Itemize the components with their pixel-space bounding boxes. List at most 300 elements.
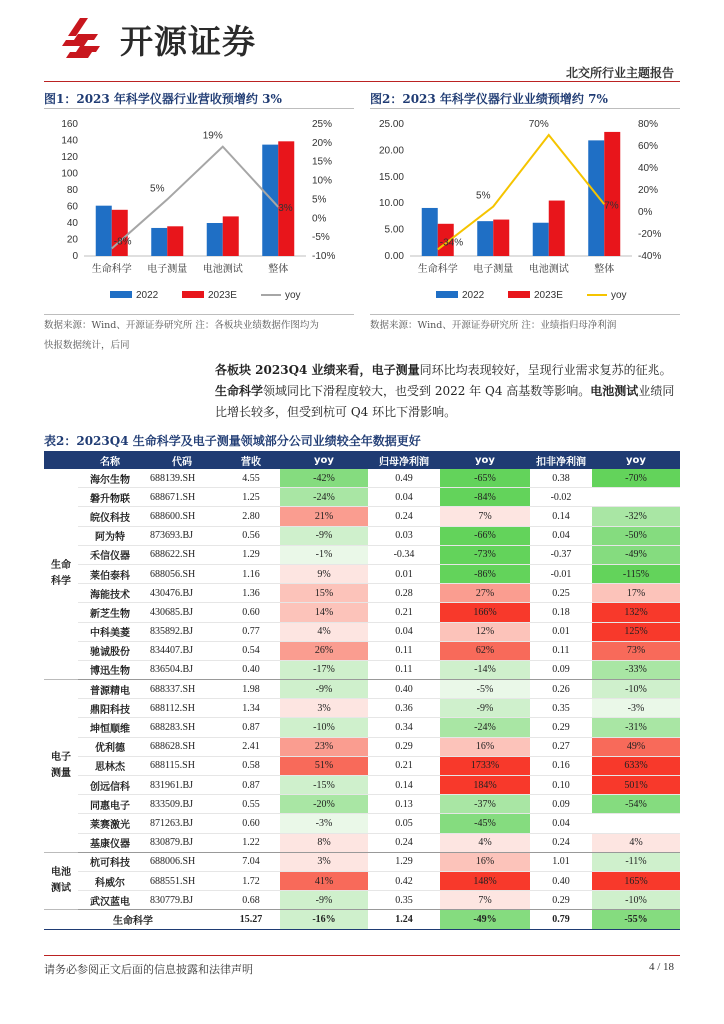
yoy-cell: 125%: [592, 622, 680, 641]
bar-2023E-3: [278, 141, 294, 256]
value-cell: 0.38: [530, 469, 592, 488]
y-tick-label: 60: [66, 201, 78, 213]
yoy-cell: 184%: [440, 776, 530, 795]
figure2-title: 图2：2023 年科学仪器行业业绩预增约 7%: [370, 92, 608, 106]
y2-tick-label: -20%: [638, 229, 662, 240]
data-label: 5%: [150, 183, 165, 195]
stock-code: 688671.SH: [142, 488, 222, 507]
para-text-2: 同环比均表现较好，呈现行业需求复苏的征兆。: [419, 363, 672, 377]
company-name: 海能技术: [78, 584, 142, 603]
para-bold-life: 生命科学: [215, 384, 264, 398]
y-tick-label: 0.00: [384, 251, 404, 262]
figure1-source-line2: 快报数据统计，后同: [44, 340, 130, 351]
table-row: [44, 641, 680, 660]
yoy-cell: -17%: [280, 660, 368, 679]
y-tick-label: 100: [61, 168, 78, 180]
stock-code: 688283.SH: [142, 718, 222, 737]
stock-code: 430476.BJ: [142, 584, 222, 603]
yoy-cell: -10%: [592, 891, 680, 910]
bar-2023E-2: [223, 216, 239, 256]
value-cell: 1.29: [222, 545, 280, 564]
figure2-title-rule: [370, 108, 680, 109]
table-row: [44, 718, 680, 737]
yoy-cell: -9%: [280, 891, 368, 910]
yoy-cell: 15%: [280, 584, 368, 603]
yoy-cell: 4%: [280, 622, 368, 641]
table-row: [44, 814, 680, 833]
value-cell: 0.09: [530, 660, 592, 679]
data-label: 5%: [476, 190, 491, 202]
yoy-line: [438, 135, 605, 249]
company-name: 中科美菱: [78, 622, 142, 641]
value-cell: 0.54: [222, 641, 280, 660]
y2-tick-label: 5%: [312, 194, 327, 206]
value-cell: 0.13: [368, 795, 440, 814]
value-cell: 2.41: [222, 737, 280, 756]
stock-code: 688139.SH: [142, 469, 222, 488]
yoy-cell: -31%: [592, 718, 680, 737]
group-label: 生命 科学: [44, 469, 78, 680]
x-tick-label: 整体: [594, 264, 615, 275]
company-name: 普源精电: [78, 680, 142, 699]
company-name: 科威尔: [78, 871, 142, 890]
value-cell: 1.98: [222, 680, 280, 699]
yoy-cell: -3%: [592, 699, 680, 718]
x-tick-label: 生命科学: [417, 264, 458, 275]
figure2-bottom-rule: [370, 314, 680, 315]
company-name: 莱赛激光: [78, 814, 142, 833]
company-name: 同惠电子: [78, 795, 142, 814]
yoy-cell: -66%: [440, 526, 530, 545]
value-cell: 0.55: [222, 795, 280, 814]
legend-swatch-2022: [110, 291, 132, 298]
value-cell: 1.34: [222, 699, 280, 718]
y2-tick-label: 20%: [312, 137, 333, 149]
y-tick-label: 10.00: [378, 198, 404, 210]
yoy-cell: -3%: [280, 814, 368, 833]
para-bold-battery: 电池测试: [590, 384, 639, 398]
stock-code: 688115.SH: [142, 756, 222, 775]
x-tick-label: 电子测量: [147, 264, 188, 275]
bar-2022-2: [207, 223, 223, 256]
value-cell: 0.35: [368, 891, 440, 910]
yoy-cell: -49%: [592, 545, 680, 564]
company-performance-table: [44, 451, 680, 930]
bar-2022-0: [96, 206, 112, 256]
total-yoy-cell: -55%: [592, 910, 680, 929]
yoy-cell: 21%: [280, 507, 368, 526]
legend-label: 2022: [462, 290, 485, 301]
column-header: 营收: [222, 451, 280, 469]
value-cell: 0.04: [368, 488, 440, 507]
value-cell: -0.02: [530, 488, 592, 507]
bar-2022-3: [262, 145, 278, 256]
chart-profit: [370, 112, 684, 312]
yoy-cell: 12%: [440, 622, 530, 641]
value-cell: 0.29: [530, 891, 592, 910]
value-cell: 0.24: [368, 507, 440, 526]
column-header: yoy: [440, 451, 530, 469]
stock-code: 831961.BJ: [142, 776, 222, 795]
bar-2022-3: [588, 140, 604, 256]
table-row: [44, 871, 680, 890]
x-tick-label: 生命科学: [91, 264, 132, 275]
value-cell: 0.24: [368, 833, 440, 852]
yoy-cell: 7%: [440, 507, 530, 526]
value-cell: 0.11: [530, 641, 592, 660]
value-cell: -0.01: [530, 564, 592, 583]
table-total-row: [44, 910, 680, 929]
y-tick-label: 25.00: [378, 119, 404, 130]
total-value-cell: 15.27: [222, 910, 280, 929]
data-label: 3%: [278, 202, 293, 214]
group-label: 电子 测量: [44, 680, 78, 853]
bar-2022-1: [151, 228, 167, 256]
value-cell: 1.16: [222, 564, 280, 583]
yoy-cell: 62%: [440, 641, 530, 660]
value-cell: 0.27: [530, 737, 592, 756]
footer-disclaimer: 请务必参阅正文后面的信息披露和法律声明: [44, 963, 253, 976]
yoy-cell: -115%: [592, 564, 680, 583]
column-header: yoy: [280, 451, 368, 469]
value-cell: 0.10: [530, 776, 592, 795]
yoy-cell: 23%: [280, 737, 368, 756]
para-text-4: 业绩同比增长较多，但受到杭可 Q4 环比下滑影响。: [215, 384, 675, 419]
table-row: [44, 833, 680, 852]
company-name: 基康仪器: [78, 833, 142, 852]
value-cell: 0.35: [530, 699, 592, 718]
y-tick-label: 0: [72, 251, 78, 262]
value-cell: 0.04: [368, 622, 440, 641]
stock-code: 688622.SH: [142, 545, 222, 564]
value-cell: 1.22: [222, 833, 280, 852]
company-name: 思林杰: [78, 756, 142, 775]
x-tick-label: 电子测量: [473, 264, 514, 275]
value-cell: -0.37: [530, 545, 592, 564]
company-name: 海尔生物: [78, 469, 142, 488]
logo-text: 开源证券: [120, 22, 256, 61]
y-tick-label: 120: [61, 152, 78, 163]
total-value-cell: 0.79: [530, 910, 592, 929]
table-row: [44, 795, 680, 814]
value-cell: 0.05: [368, 814, 440, 833]
y2-tick-label: 0%: [312, 213, 327, 225]
value-cell: 0.29: [368, 737, 440, 756]
value-cell: 0.42: [368, 871, 440, 890]
yoy-cell: 501%: [592, 776, 680, 795]
company-name: 鼎阳科技: [78, 699, 142, 718]
value-cell: 0.14: [368, 776, 440, 795]
y2-tick-label: 80%: [638, 119, 659, 130]
value-cell: 0.58: [222, 756, 280, 775]
yoy-cell: -9%: [440, 699, 530, 718]
yoy-cell: 7%: [440, 891, 530, 910]
y2-tick-label: -5%: [312, 232, 330, 244]
yoy-cell: -45%: [440, 814, 530, 833]
bar-2022-2: [533, 223, 549, 256]
y2-tick-label: 0%: [638, 207, 653, 218]
stock-code: 836504.BJ: [142, 660, 222, 679]
company-name: 禾信仪器: [78, 545, 142, 564]
yoy-cell: 1733%: [440, 756, 530, 775]
yoy-cell: 3%: [280, 699, 368, 718]
table-row: [44, 564, 680, 583]
yoy-cell: 26%: [280, 641, 368, 660]
yoy-cell: -37%: [440, 795, 530, 814]
bar-2022-1: [477, 221, 493, 256]
report-type-label: 北交所行业主题报告: [565, 66, 674, 80]
yoy-cell: -14%: [440, 660, 530, 679]
yoy-cell: -70%: [592, 469, 680, 488]
company-name: 创远信科: [78, 776, 142, 795]
company-name: 磐升物联: [78, 488, 142, 507]
column-header: [44, 451, 78, 469]
yoy-cell: 16%: [440, 852, 530, 871]
value-cell: 1.01: [530, 852, 592, 871]
table-row: [44, 680, 680, 699]
yoy-cell: 8%: [280, 833, 368, 852]
total-label: 生命科学: [44, 910, 222, 929]
bar-2023E-3: [604, 132, 620, 256]
table-row: [44, 660, 680, 679]
data-label: -8%: [113, 236, 132, 248]
table-row: [44, 852, 680, 871]
bar-2023E-1: [167, 226, 183, 256]
stock-code: 833509.BJ: [142, 795, 222, 814]
yoy-cell: -1%: [280, 545, 368, 564]
value-cell: 0.60: [222, 814, 280, 833]
data-label: 70%: [528, 119, 549, 130]
figure1-source-note: [44, 316, 364, 356]
legend-swatch-2023E: [182, 291, 204, 298]
value-cell: 0.26: [530, 680, 592, 699]
value-cell: 0.34: [368, 718, 440, 737]
table-row: [44, 526, 680, 545]
value-cell: 0.04: [530, 814, 592, 833]
page-number: 4 / 18: [648, 961, 674, 973]
company-name: 杭可科技: [78, 852, 142, 871]
yoy-cell: -33%: [592, 660, 680, 679]
company-name: 驰诚股份: [78, 641, 142, 660]
legend-swatch-2022: [436, 291, 458, 298]
value-cell: 0.11: [368, 641, 440, 660]
para-text-3: 领域同比下滑程度较大，也受到 2022 年 Q4 高基数等影响。: [263, 384, 591, 398]
column-header: 归母净利润: [368, 451, 440, 469]
table-row: [44, 603, 680, 622]
legend-label: 2022: [136, 290, 159, 301]
value-cell: 1.36: [222, 584, 280, 603]
footer-divider: [44, 955, 680, 956]
value-cell: 0.21: [368, 756, 440, 775]
company-name: 皖仪科技: [78, 507, 142, 526]
yoy-line: [112, 147, 279, 249]
bar-2022-0: [422, 208, 438, 256]
value-cell: 0.40: [222, 660, 280, 679]
value-cell: 0.09: [530, 795, 592, 814]
yoy-cell: 41%: [280, 871, 368, 890]
y2-tick-label: 40%: [638, 163, 659, 174]
value-cell: 4.55: [222, 469, 280, 488]
x-tick-label: 整体: [268, 264, 289, 275]
bar-2023E-2: [549, 201, 565, 256]
column-header: 扣非净利润: [530, 451, 592, 469]
value-cell: 0.40: [368, 680, 440, 699]
yoy-cell: 51%: [280, 756, 368, 775]
yoy-cell: 4%: [592, 833, 680, 852]
value-cell: 0.11: [368, 660, 440, 679]
header-divider: [44, 81, 680, 82]
figure1-title-rule: [44, 108, 354, 109]
column-header: yoy: [592, 451, 680, 469]
yoy-cell: -73%: [440, 545, 530, 564]
yoy-cell: -9%: [280, 526, 368, 545]
y-tick-label: 20: [66, 234, 78, 246]
value-cell: 0.18: [530, 603, 592, 622]
bar-2023E-1: [493, 220, 509, 256]
value-cell: 0.01: [368, 564, 440, 583]
column-header: 代码: [142, 451, 222, 469]
yoy-cell: 132%: [592, 603, 680, 622]
yoy-cell: -10%: [280, 718, 368, 737]
y-tick-label: 20.00: [378, 145, 404, 157]
figure1-bottom-rule: [44, 314, 354, 315]
table-row: [44, 488, 680, 507]
legend-label: yoy: [611, 290, 627, 301]
value-cell: 0.28: [368, 584, 440, 603]
y-tick-label: 160: [61, 119, 78, 130]
value-cell: 0.60: [222, 603, 280, 622]
y2-tick-label: 20%: [638, 185, 659, 196]
y-tick-label: 40: [66, 218, 78, 229]
figure1-source-line1: 数据来源：Wind、开源证券研究所 注：各板块业绩数据作图均为: [44, 320, 319, 331]
yoy-cell: 4%: [440, 833, 530, 852]
value-cell: 0.68: [222, 891, 280, 910]
figure1-title: 图1：2023 年科学仪器行业营收预增约 3%: [44, 92, 282, 106]
yoy-cell: -65%: [440, 469, 530, 488]
stock-code: 830779.BJ: [142, 891, 222, 910]
company-name: 坤恒顺维: [78, 718, 142, 737]
stock-code: 688006.SH: [142, 852, 222, 871]
yoy-cell: -5%: [440, 680, 530, 699]
yoy-cell: -9%: [280, 680, 368, 699]
company-name: 博迅生物: [78, 660, 142, 679]
yoy-cell: -54%: [592, 795, 680, 814]
y-tick-label: 80: [66, 185, 78, 196]
value-cell: 0.25: [530, 584, 592, 603]
y-tick-label: 140: [61, 135, 78, 147]
stock-code: 688628.SH: [142, 737, 222, 756]
y2-tick-label: 60%: [638, 141, 659, 152]
company-name: 优利德: [78, 737, 142, 756]
table-row: [44, 507, 680, 526]
value-cell: -0.34: [368, 545, 440, 564]
company-name: 阿为特: [78, 526, 142, 545]
y2-tick-label: 15%: [312, 156, 333, 168]
legend-swatch-2023E: [508, 291, 530, 298]
table-row: [44, 756, 680, 775]
company-name: 武汉蓝电: [78, 891, 142, 910]
value-cell: 0.16: [530, 756, 592, 775]
stock-code: 688056.SH: [142, 564, 222, 583]
para-bold-electronic: 电子测量: [371, 363, 420, 377]
yoy-cell: 3%: [280, 852, 368, 871]
yoy-cell: -24%: [440, 718, 530, 737]
bar-2023E-0: [112, 210, 128, 256]
value-cell: 0.77: [222, 622, 280, 641]
legend-label: 2023E: [208, 290, 237, 301]
table-header-row: [44, 451, 680, 469]
stock-code: 873693.BJ: [142, 526, 222, 545]
data-label: -34%: [439, 237, 464, 249]
yoy-cell: 27%: [440, 584, 530, 603]
stock-code: 688112.SH: [142, 699, 222, 718]
x-tick-label: 电池测试: [202, 264, 243, 275]
value-cell: 0.36: [368, 699, 440, 718]
stock-code: 835892.BJ: [142, 622, 222, 641]
stock-code: 688600.SH: [142, 507, 222, 526]
value-cell: 0.49: [368, 469, 440, 488]
yoy-cell: 148%: [440, 871, 530, 890]
stock-code: 871263.BJ: [142, 814, 222, 833]
y2-tick-label: -10%: [312, 251, 336, 262]
value-cell: 0.24: [530, 833, 592, 852]
table-row: [44, 622, 680, 641]
x-tick-label: 电池测试: [528, 264, 569, 275]
para-lead: 各板块 2023Q4 业绩来看，: [215, 363, 372, 377]
yoy-cell: -24%: [280, 488, 368, 507]
total-value-cell: 1.24: [368, 910, 440, 929]
value-cell: 0.87: [222, 776, 280, 795]
value-cell: 0.87: [222, 718, 280, 737]
yoy-cell: -42%: [280, 469, 368, 488]
value-cell: 1.29: [368, 852, 440, 871]
value-cell: 0.40: [530, 871, 592, 890]
value-cell: 0.21: [368, 603, 440, 622]
total-yoy-cell: -49%: [440, 910, 530, 929]
yoy-cell: 633%: [592, 756, 680, 775]
value-cell: 0.03: [368, 526, 440, 545]
table-row: [44, 699, 680, 718]
table-row: [44, 584, 680, 603]
company-name: 新芝生物: [78, 603, 142, 622]
y2-tick-label: 10%: [312, 175, 333, 187]
data-label: 19%: [202, 130, 223, 142]
body-paragraph: [215, 360, 679, 423]
value-cell: 0.04: [530, 526, 592, 545]
table-row: [44, 545, 680, 564]
yoy-cell: 17%: [592, 584, 680, 603]
yoy-cell: -20%: [280, 795, 368, 814]
chart-revenue: [44, 112, 358, 312]
table-row: [44, 469, 680, 488]
value-cell: 1.72: [222, 871, 280, 890]
yoy-cell: 73%: [592, 641, 680, 660]
value-cell: 0.14: [530, 507, 592, 526]
value-cell: 0.56: [222, 526, 280, 545]
total-yoy-cell: -16%: [280, 910, 368, 929]
yoy-cell: 9%: [280, 564, 368, 583]
legend-label: 2023E: [534, 290, 563, 301]
yoy-cell: -32%: [592, 507, 680, 526]
column-header: 名称: [78, 451, 142, 469]
table-row: [44, 776, 680, 795]
y-tick-label: 15.00: [378, 171, 404, 183]
yoy-cell: -11%: [592, 852, 680, 871]
y2-tick-label: -40%: [638, 251, 662, 262]
yoy-cell: 165%: [592, 871, 680, 890]
yoy-cell: [592, 488, 680, 507]
yoy-cell: -84%: [440, 488, 530, 507]
